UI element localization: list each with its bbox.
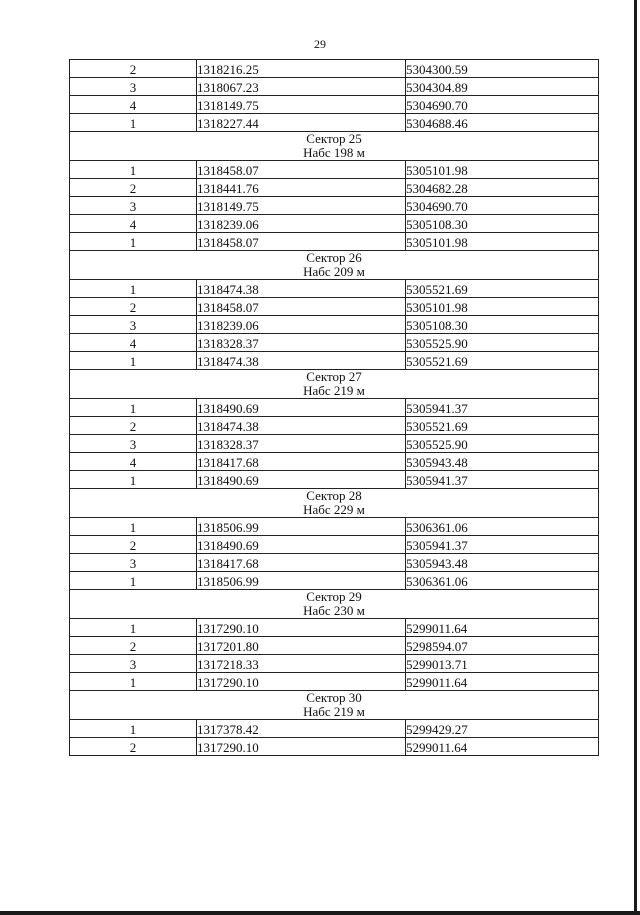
table-row xyxy=(70,738,599,756)
sector-elevation: Набс 198 м xyxy=(303,145,365,160)
x-coordinate-cell: 1318328.37 xyxy=(197,334,406,352)
point-number-cell: 1 xyxy=(70,471,197,489)
table-row xyxy=(70,60,599,78)
x-coordinate-cell: 1317218.33 xyxy=(197,655,406,673)
sector-elevation: Набс 209 м xyxy=(303,264,365,279)
y-coordinate-cell: 5305108.30 xyxy=(406,316,599,334)
sector-title: Сектор 29 xyxy=(306,589,362,604)
table-row xyxy=(70,78,599,96)
point-number-cell: 2 xyxy=(70,738,197,756)
point-number-cell: 1 xyxy=(70,233,197,251)
y-coordinate-cell: 5299011.64 xyxy=(406,738,599,756)
table-row xyxy=(70,352,599,370)
table-row xyxy=(70,197,599,215)
table-row xyxy=(70,96,599,114)
table-row xyxy=(70,334,599,352)
coordinates-table-body xyxy=(70,60,599,756)
sector-title: Сектор 26 xyxy=(306,250,362,265)
point-number-cell: 1 xyxy=(70,280,197,298)
x-coordinate-cell: 1318474.38 xyxy=(197,352,406,370)
x-coordinate-cell: 1317378.42 xyxy=(197,720,406,738)
point-number-cell: 1 xyxy=(70,114,197,132)
y-coordinate-cell: 5299011.64 xyxy=(406,619,599,637)
point-number-cell: 4 xyxy=(70,96,197,114)
table-row xyxy=(70,471,599,489)
point-number-cell: 3 xyxy=(70,655,197,673)
x-coordinate-cell: 1318474.38 xyxy=(197,417,406,435)
sector-title: Сектор 28 xyxy=(306,488,362,503)
sector-elevation: Набс 230 м xyxy=(303,603,365,618)
x-coordinate-cell: 1318216.25 xyxy=(197,60,406,78)
point-number-cell: 1 xyxy=(70,720,197,738)
point-number-cell: 2 xyxy=(70,536,197,554)
x-coordinate-cell: 1318506.99 xyxy=(197,572,406,590)
y-coordinate-cell: 5305525.90 xyxy=(406,334,599,352)
point-number-cell: 3 xyxy=(70,554,197,572)
x-coordinate-cell: 1318149.75 xyxy=(197,197,406,215)
scan-edge-bottom xyxy=(0,911,640,915)
point-number-cell: 1 xyxy=(70,673,197,691)
y-coordinate-cell: 5305943.48 xyxy=(406,554,599,572)
y-coordinate-cell: 5305101.98 xyxy=(406,298,599,316)
x-coordinate-cell: 1318417.68 xyxy=(197,453,406,471)
sector-title: Сектор 27 xyxy=(306,369,362,384)
x-coordinate-cell: 1318239.06 xyxy=(197,215,406,233)
table-row xyxy=(70,114,599,132)
sector-header-cell xyxy=(70,132,599,161)
x-coordinate-cell: 1317290.10 xyxy=(197,738,406,756)
point-number-cell: 3 xyxy=(70,435,197,453)
y-coordinate-cell: 5298594.07 xyxy=(406,637,599,655)
y-coordinate-cell: 5304688.46 xyxy=(406,114,599,132)
x-coordinate-cell: 1318458.07 xyxy=(197,161,406,179)
table-row xyxy=(70,720,599,738)
x-coordinate-cell: 1318490.69 xyxy=(197,471,406,489)
table-row xyxy=(70,536,599,554)
y-coordinate-cell: 5305521.69 xyxy=(406,417,599,435)
y-coordinate-cell: 5304682.28 xyxy=(406,179,599,197)
table-row xyxy=(70,655,599,673)
x-coordinate-cell: 1318458.07 xyxy=(197,233,406,251)
y-coordinate-cell: 5304690.70 xyxy=(406,96,599,114)
x-coordinate-cell: 1318441.76 xyxy=(197,179,406,197)
x-coordinate-cell: 1318458.07 xyxy=(197,298,406,316)
table-row xyxy=(70,572,599,590)
x-coordinate-cell: 1317201.80 xyxy=(197,637,406,655)
y-coordinate-cell: 5299429.27 xyxy=(406,720,599,738)
point-number-cell: 1 xyxy=(70,161,197,179)
y-coordinate-cell: 5304304.89 xyxy=(406,78,599,96)
table-row xyxy=(70,417,599,435)
y-coordinate-cell: 5306361.06 xyxy=(406,518,599,536)
page-number: 29 xyxy=(314,37,326,51)
point-number-cell: 2 xyxy=(70,179,197,197)
table-row xyxy=(70,619,599,637)
scan-edge-right xyxy=(634,0,637,915)
point-number-cell: 4 xyxy=(70,215,197,233)
point-number-cell: 2 xyxy=(70,298,197,316)
sector-elevation: Набс 219 м xyxy=(303,704,365,719)
x-coordinate-cell: 1318149.75 xyxy=(197,96,406,114)
table-row xyxy=(70,673,599,691)
sector-header-cell xyxy=(70,691,599,720)
table-row xyxy=(70,298,599,316)
sector-header-cell xyxy=(70,370,599,399)
sector-header-row xyxy=(70,132,599,161)
x-coordinate-cell: 1318506.99 xyxy=(197,518,406,536)
point-number-cell: 3 xyxy=(70,78,197,96)
y-coordinate-cell: 5305521.69 xyxy=(406,352,599,370)
sector-title: Сектор 30 xyxy=(306,690,362,705)
table-row xyxy=(70,518,599,536)
sector-header-row xyxy=(70,370,599,399)
sector-header-cell xyxy=(70,590,599,619)
x-coordinate-cell: 1318067.23 xyxy=(197,78,406,96)
coordinates-table xyxy=(69,59,599,756)
sector-header-cell xyxy=(70,489,599,518)
table-row xyxy=(70,637,599,655)
point-number-cell: 1 xyxy=(70,352,197,370)
point-number-cell: 3 xyxy=(70,316,197,334)
table-row xyxy=(70,435,599,453)
table-row xyxy=(70,215,599,233)
point-number-cell: 1 xyxy=(70,572,197,590)
x-coordinate-cell: 1318474.38 xyxy=(197,280,406,298)
sector-elevation: Набс 229 м xyxy=(303,502,365,517)
point-number-cell: 2 xyxy=(70,417,197,435)
table-row xyxy=(70,161,599,179)
table-row xyxy=(70,280,599,298)
point-number-cell: 4 xyxy=(70,334,197,352)
x-coordinate-cell: 1318227.44 xyxy=(197,114,406,132)
point-number-cell: 2 xyxy=(70,637,197,655)
y-coordinate-cell: 5305101.98 xyxy=(406,233,599,251)
table-row xyxy=(70,554,599,572)
y-coordinate-cell: 5305521.69 xyxy=(406,280,599,298)
table-row xyxy=(70,179,599,197)
sector-title: Сектор 25 xyxy=(306,131,362,146)
y-coordinate-cell: 5304300.59 xyxy=(406,60,599,78)
sector-header-row xyxy=(70,251,599,280)
point-number-cell: 1 xyxy=(70,399,197,417)
x-coordinate-cell: 1318490.69 xyxy=(197,399,406,417)
point-number-cell: 3 xyxy=(70,197,197,215)
y-coordinate-cell: 5305941.37 xyxy=(406,471,599,489)
y-coordinate-cell: 5305943.48 xyxy=(406,453,599,471)
y-coordinate-cell: 5299013.71 xyxy=(406,655,599,673)
x-coordinate-cell: 1318417.68 xyxy=(197,554,406,572)
table-row xyxy=(70,453,599,471)
y-coordinate-cell: 5304690.70 xyxy=(406,197,599,215)
sector-header-cell xyxy=(70,251,599,280)
x-coordinate-cell: 1317290.10 xyxy=(197,619,406,637)
table-row xyxy=(70,399,599,417)
y-coordinate-cell: 5305108.30 xyxy=(406,215,599,233)
sector-header-row xyxy=(70,590,599,619)
point-number-cell: 1 xyxy=(70,518,197,536)
x-coordinate-cell: 1318328.37 xyxy=(197,435,406,453)
sector-header-row xyxy=(70,691,599,720)
y-coordinate-cell: 5299011.64 xyxy=(406,673,599,691)
y-coordinate-cell: 5306361.06 xyxy=(406,572,599,590)
sector-header-row xyxy=(70,489,599,518)
x-coordinate-cell: 1318239.06 xyxy=(197,316,406,334)
y-coordinate-cell: 5305525.90 xyxy=(406,435,599,453)
sector-elevation: Набс 219 м xyxy=(303,383,365,398)
point-number-cell: 1 xyxy=(70,619,197,637)
x-coordinate-cell: 1318490.69 xyxy=(197,536,406,554)
y-coordinate-cell: 5305941.37 xyxy=(406,536,599,554)
y-coordinate-cell: 5305941.37 xyxy=(406,399,599,417)
y-coordinate-cell: 5305101.98 xyxy=(406,161,599,179)
table-row xyxy=(70,316,599,334)
point-number-cell: 4 xyxy=(70,453,197,471)
point-number-cell: 2 xyxy=(70,60,197,78)
table-row xyxy=(70,233,599,251)
x-coordinate-cell: 1317290.10 xyxy=(197,673,406,691)
